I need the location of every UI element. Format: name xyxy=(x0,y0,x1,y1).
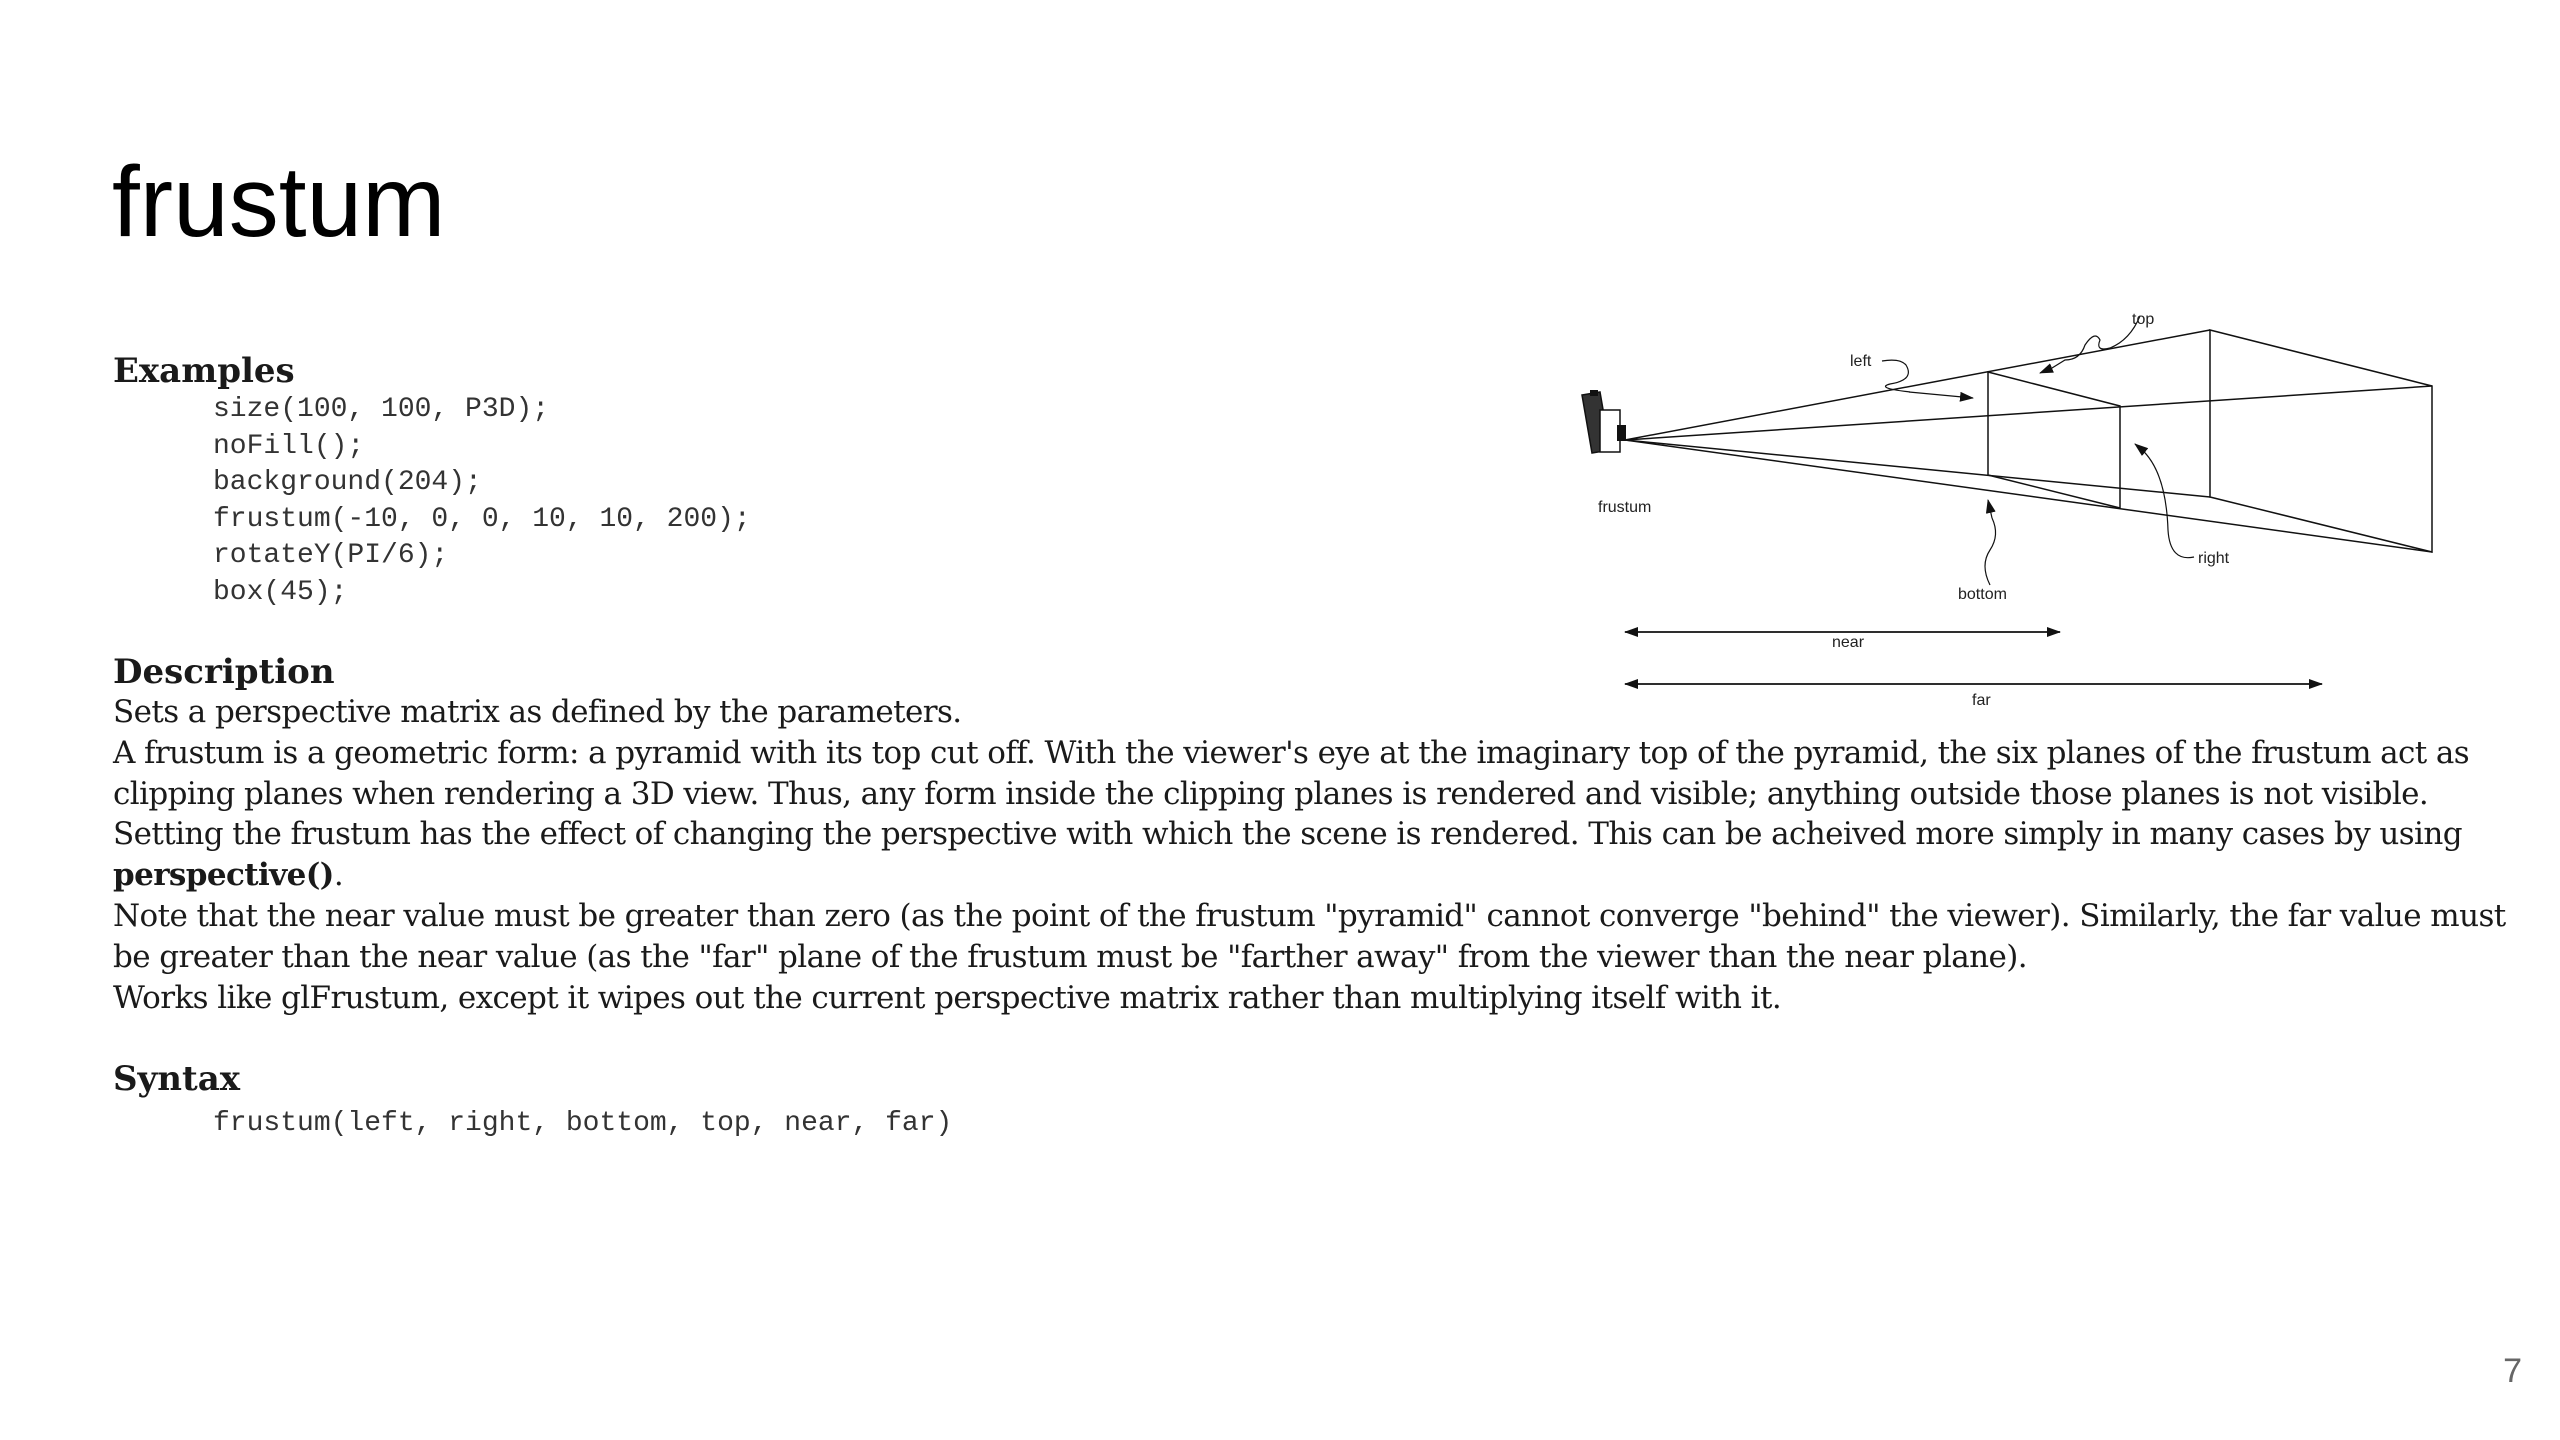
label-right: right xyxy=(2198,550,2230,567)
perspective-link[interactable]: perspective() xyxy=(113,857,334,894)
label-left: left xyxy=(1850,353,1872,370)
description-line: A frustum is a geometric form: a pyramid with its top cut off. With the viewer's eye at the imaginary top of the pyramid, the six planes of the frustum act as xyxy=(113,734,2470,771)
slide-title: frustum xyxy=(112,146,446,258)
description-line: Works like glFrustum, except it wipes out the current perspective matrix rather than multiplying itself with it. xyxy=(113,979,1782,1016)
description-heading: Description xyxy=(113,652,335,692)
description-line xyxy=(113,855,2473,896)
code-line: size(100, 100, P3D); xyxy=(213,394,550,425)
syntax-heading: Syntax xyxy=(113,1059,241,1099)
callout-lines xyxy=(1882,316,2194,585)
description-body xyxy=(113,692,2506,1018)
description-line: clipping planes when rendering a 3D view. Thus, any form inside the clipping planes is rendered and visible; anything outside those planes is not visible. xyxy=(113,775,2429,812)
code-line: frustum(-10, 0, 0, 10, 10, 200); xyxy=(213,503,751,535)
label-top: top xyxy=(2132,311,2155,328)
label-far: far xyxy=(1972,692,1991,709)
code-line: background(204); xyxy=(213,467,482,498)
page-number: 7 xyxy=(2503,1352,2522,1390)
code-line: noFill(); xyxy=(213,430,365,462)
label-frustum: frustum xyxy=(1598,499,1652,516)
distance-arrows xyxy=(1625,632,2322,684)
syntax-code: frustum(left, right, bottom, top, near, far) xyxy=(213,1108,953,1139)
description-line: Setting the frustum has the effect of changing the perspective with which the scene is rendered. This can be acheived more simply in many cases by using xyxy=(113,816,2462,853)
syntax-code-block xyxy=(213,1106,952,1143)
link-suffix: . xyxy=(333,857,344,894)
description-line: Note that the near value must be greater than zero (as the point of the frustum "pyramid" cannot converge "behind" the viewer). Similarly, the far value must xyxy=(113,897,2506,934)
camera-icon xyxy=(1582,390,1626,453)
label-near: near xyxy=(1832,634,1865,651)
examples-heading: Examples xyxy=(113,351,295,391)
code-line: box(45); xyxy=(213,576,348,608)
description-line: Sets a perspective matrix as defined by the parameters. xyxy=(113,694,962,730)
description-line: be greater than the near value (as the "far" plane of the frustum must be "farther away" from the viewer than the near plane). xyxy=(113,938,2027,975)
label-bottom: bottom xyxy=(1958,586,2007,603)
frustum-lines xyxy=(1625,330,2432,552)
examples-code-block xyxy=(213,392,751,611)
frustum-diagram xyxy=(1570,300,2470,720)
code-line: rotateY(PI/6); xyxy=(213,540,449,571)
